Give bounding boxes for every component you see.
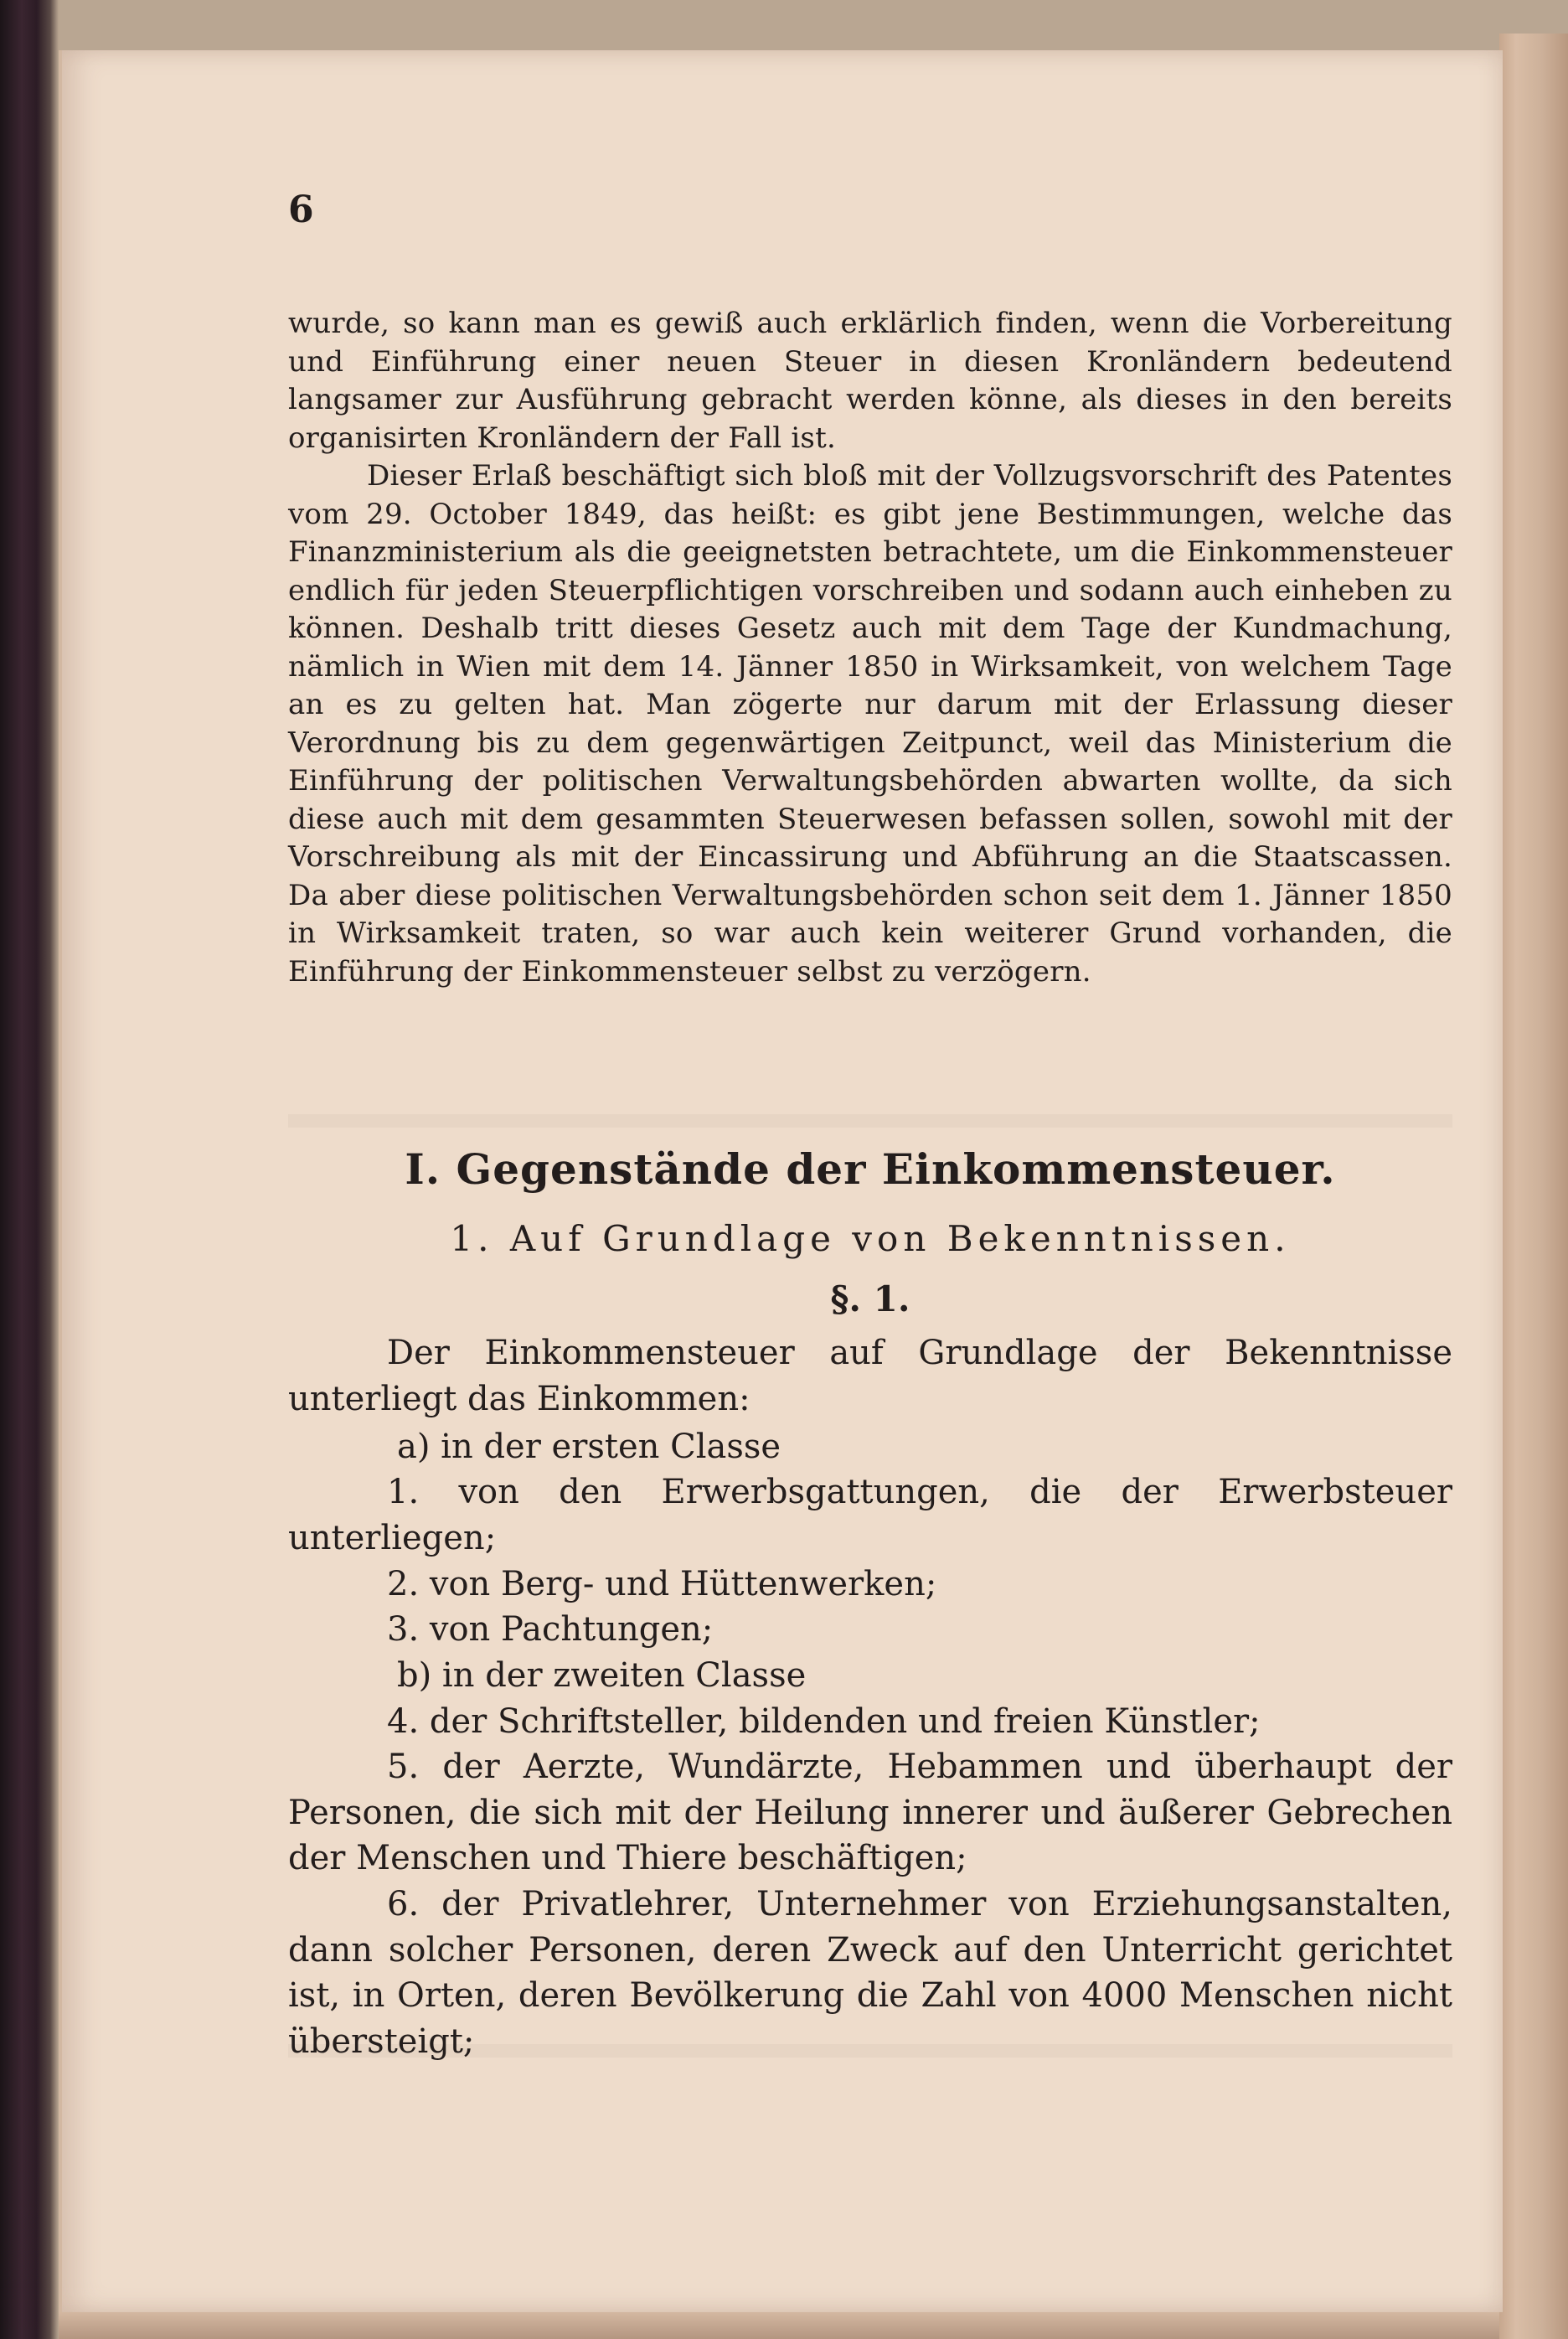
list-item: 4. der Schriftsteller, bildenden und freien Künstler; bbox=[387, 1702, 1261, 1741]
paragraph-continuation: wurde, so kann man es gewiß auch erklärlich finden, wenn die Vorbereitung und Einführung einer neuen Steuer in diesen Kronländern bedeutend langsamer zur Ausführung gebracht werden könne, als dieses in den bereits organisirten Kronländern der Fall ist. bbox=[288, 307, 1452, 455]
page-number: 6 bbox=[288, 188, 314, 231]
class-b-label: b) in der zweiten Classe bbox=[397, 1656, 807, 1695]
section-intro: Der Einkommensteuer auf Grundlage der Bekenntnisse unterliegt das Einkommen: bbox=[288, 1334, 1452, 1418]
list-item: 6. der Privatlehrer, Unternehmer von Erziehungsanstalten, dann solcher Personen, deren Zweck auf den Unterricht gerichtet ist, in Orten, deren Bevölkerung die Zahl von 4000 Menschen nicht übersteigt; bbox=[288, 1885, 1452, 2061]
page-bottom-edge bbox=[59, 2312, 1499, 2339]
page-stack-edge bbox=[1499, 34, 1568, 2339]
list-item: 1. von den Erwerbsgattungen, die der Erwerbsteuer unterliegen; bbox=[288, 1473, 1452, 1557]
list-item: 5. der Aerzte, Wundärzte, Hebammen und überhaupt der Personen, die sich mit der Heilung innerer und äußerer Gebrechen der Menschen und Thiere beschäftigen; bbox=[288, 1748, 1452, 1877]
subheading: 1. Auf Grundlage von Bekenntnissen. bbox=[450, 1218, 1291, 1259]
section-number: §. 1. bbox=[830, 1278, 910, 1319]
chapter-heading: I. Gegenstände der Einkommensteuer. bbox=[405, 1144, 1336, 1194]
class-a-label: a) in der ersten Classe bbox=[397, 1428, 781, 1466]
list-item: 3. von Pachtungen; bbox=[387, 1610, 714, 1649]
paragraph-decree: Dieser Erlaß beschäftigt sich bloß mit der Vollzugsvorschrift des Patentes vom 29. October 1849, das heißt: es gibt jene Bestimmungen, welche das Finanzministerium als die geeignetsten betrachtete, um die Einkommensteuer endlich für jeden Steuerpflichtigen vorschreiben und sodann auch einheben zu können. Deshalb tritt dieses Gesetz auch mit dem Tage der Kundmachung, nämlich in Wien mit dem 14. Jänner 1850 in Wirksamkeit, von welchem Tage an es zu gelten hat. Man zögerte nur darum mit der Erlassung dieser Verordnung bis zu dem gegenwärtigen Zeitpunct, weil das Ministerium die Einführung der politischen Verwaltungsbehörden abwarten wollte, da sich diese auch mit dem gesammten Steuerwesen befassen sollen, sowohl mit der Vorschreibung als mit der Eincassirung und Abführung an die Staatscassen. Da aber diese politischen Verwaltungsbehörden schon seit dem 1. Jänner 1850 in Wirksamkeit traten, so war auch kein weiterer Grund vorhanden, die Einführung der Einkommensteuer selbst zu verzögern. bbox=[288, 459, 1452, 989]
book-page bbox=[59, 50, 1503, 2312]
list-item: 2. von Berg- und Hüttenwerken; bbox=[387, 1565, 937, 1603]
page-content bbox=[288, 50, 1452, 2312]
